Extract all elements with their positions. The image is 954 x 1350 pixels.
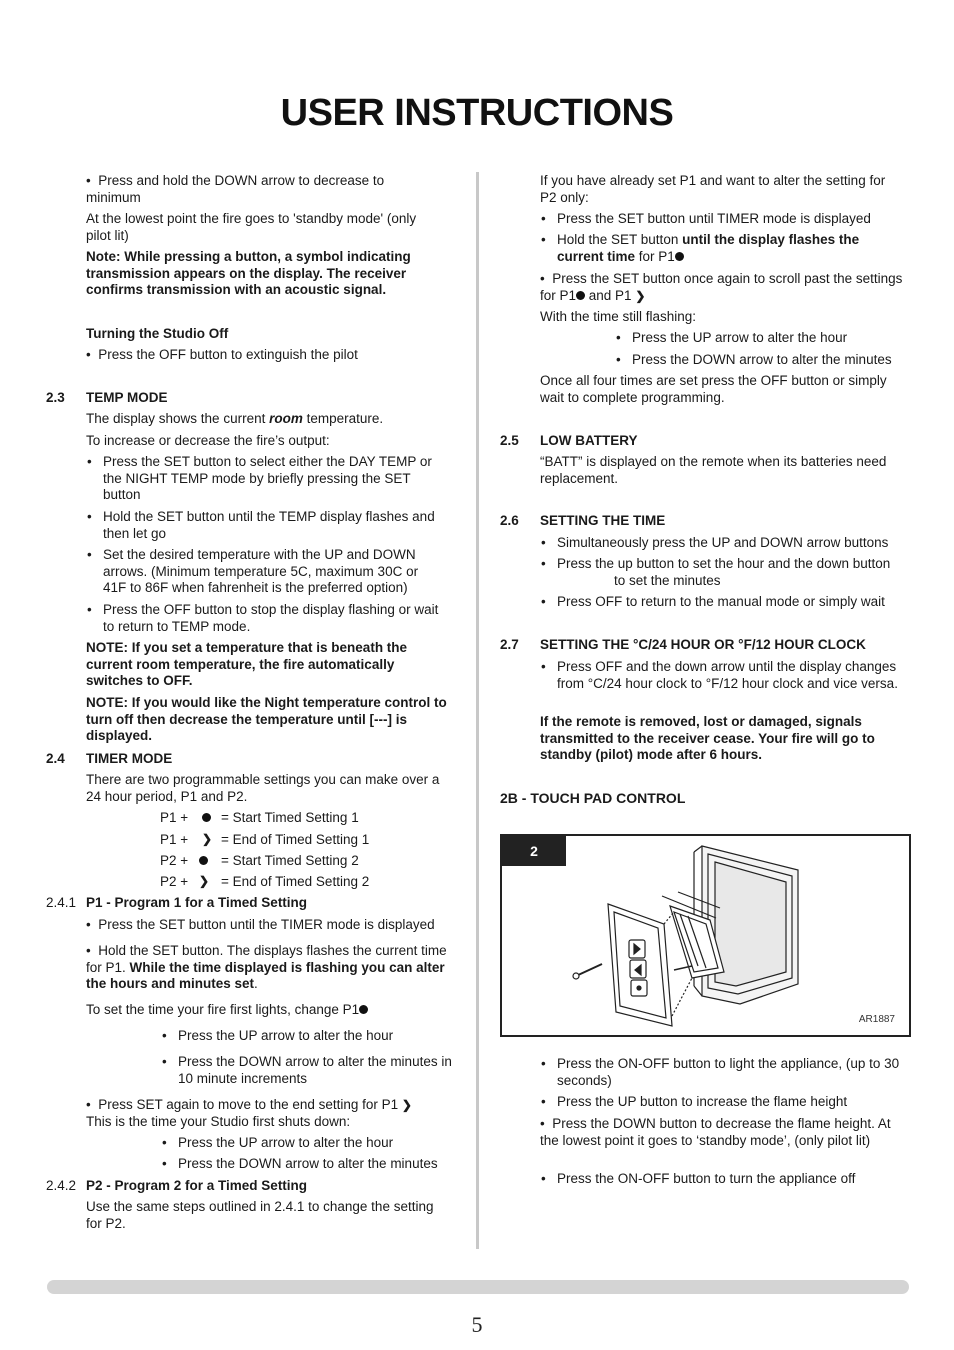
paragraph: With the time still flashing: [540,309,697,324]
touch-pad-illustration [502,836,909,1035]
list-item: • Press SET again to move to the end setting for P1 ❯ This is the time your Studio first shuts down: [86,1097,412,1129]
start-dot-icon [199,853,208,870]
list-item: • Press and hold the DOWN arrow to decrease to minimum [86,173,385,205]
list-item: • Press the ON-OFF button to turn the appliance off [541,1171,856,1186]
setting-desc: = End of Timed Setting 1 [221,832,370,847]
list-item: • Set the desired temperature with the UP and DOWN arrows. (Minimum temperature 5C, maximum 30C or 41F to 86F when fahrenheit is the preferred option) [87,547,419,596]
column-divider [476,172,479,1249]
list-item: • Press the up button to set the hour and the down button to set the minutes [541,556,891,588]
section-heading-clock: SETTING THE °C/24 HOUR OR °F/12 HOUR CLOCK [540,637,866,652]
list-item: • Press the SET button to select either the DAY TEMP or the NIGHT TEMP mode by briefly pressing the SET button [87,454,432,503]
setting-prog: P2 + [160,874,189,889]
page-title: USER INSTRUCTIONS [280,92,674,134]
start-dot-icon [359,1005,368,1014]
list-item: • Press the SET button until TIMER mode is displayed [541,211,871,226]
touch-pad-figure [500,834,911,1037]
section-number: 2.4.1 [46,895,77,910]
list-item: • Press OFF and the down arrow until the display changes from °C/24 hour clock to °F/12 hour clock and vice versa. [541,659,898,691]
paragraph: If you have already set P1 and want to alter the setting for P2 only: [540,173,886,205]
list-item: • Press the SET button once again to scroll past the settings for P1 and P1 ❯ [540,271,903,303]
setting-desc: = Start Timed Setting 1 [221,810,359,825]
start-dot-icon [202,810,211,827]
paragraph: At the lowest point the fire goes to 'standby mode' (only pilot lit) [86,211,417,243]
list-item: • Press the SET button until the TIMER mode is displayed [86,917,435,932]
footer-bar [47,1280,909,1294]
paragraph: The display shows the current room temperature. [86,411,384,426]
list-item: • Hold the SET button until the display flashes the current time for P1 [541,232,860,264]
moon-icon: ❯ [199,874,210,888]
moon-icon: ❯ [401,1098,412,1112]
list-item: • Press the DOWN arrow to alter the minutes [616,352,892,367]
moon-icon: ❯ [202,832,213,846]
list-item: • Press the DOWN arrow to alter the minutes in 10 minute increments [162,1054,452,1086]
start-dot-icon [675,252,684,261]
paragraph: To set the time your fire first lights, change P1 [86,1002,446,1019]
list-item: • Press the UP button to increase the flame height [541,1094,848,1109]
section-number: 2.5 [500,433,519,448]
list-item: • Press the UP arrow to alter the hour [162,1135,394,1150]
subheading-turning-off: Turning the Studio Off [86,326,229,341]
setting-prog: P2 + [160,853,189,868]
list-item: • Press the DOWN button to decrease the flame height. At the lowest point it goes to ‘standby mode’, (only pilot lit) [540,1116,891,1148]
figure-reference: AR1887 [858,1014,895,1025]
paragraph: There are two programmable settings you can make over a 24 hour period, P1 and P2. [86,772,440,804]
section-heading-timer-mode: TIMER MODE [86,751,173,766]
section-number: 2.4.2 [46,1178,77,1193]
list-item: • Press the OFF button to extinguish the pilot [86,347,358,362]
list-item: • Hold the SET button until the TEMP display flashes and then let go [87,509,435,541]
list-item: • Press the ON-OFF button to light the appliance, (up to 30 seconds) [541,1056,900,1088]
section-heading-temp-mode: TEMP MODE [86,390,168,405]
moon-icon: ❯ [635,288,646,303]
setting-prog: P1 + [160,832,189,847]
section-heading-low-battery: LOW BATTERY [540,433,638,448]
list-item: • Press the UP arrow to alter the hour [162,1028,394,1043]
note: Note: While pressing a button, a symbol indicating transmission appears on the display. The receiver confirms transmission with an acoustic signal. [86,249,411,298]
section-number: 2.3 [46,390,65,405]
paragraph: Once all four times are set press the OFF button or simply wait to complete programming. [540,373,887,405]
section-number: 2.6 [500,513,519,528]
setting-desc: = Start Timed Setting 2 [221,853,359,868]
section-number: 2.7 [500,637,519,652]
list-item: • Press the DOWN arrow to alter the minutes [162,1156,438,1171]
list-item: • Press the UP arrow to alter the hour [616,330,848,345]
setting-desc: = End of Timed Setting 2 [221,874,370,889]
section-heading-touch-pad: 2B - TOUCH PAD CONTROL [500,790,686,806]
page-number: 5 [471,1312,483,1337]
figure-number: 2 [502,836,566,866]
list-item: • Press OFF to return to the manual mode or simply wait [541,594,885,609]
section-number: 2.4 [46,751,65,766]
paragraph: To increase or decrease the fire’s output: [86,433,330,448]
section-heading-setting-time: SETTING THE TIME [540,513,666,528]
paragraph: “BATT” is displayed on the remote when its batteries need replacement. [540,454,887,486]
list-item: • Simultaneously press the UP and DOWN arrow buttons [541,535,889,550]
paragraph: Use the same steps outlined in 2.4.1 to change the setting for P2. [86,1199,434,1231]
section-heading-p2: P2 - Program 2 for a Timed Setting [86,1178,308,1193]
section-heading-p1: P1 - Program 1 for a Timed Setting [86,895,308,910]
note: If the remote is removed, lost or damaged, signals transmitted to the receiver cease. Your fire will go to standby (pilot) mode after 6 hours. [540,714,875,763]
note: NOTE: If you would like the Night temperature control to turn off then decrease the temperature until [---] is displayed. [86,695,447,744]
list-item: • Hold the SET button. The displays flashes the current time for P1. While the time displayed is flashing you can alter the hours and minutes set. [86,943,447,992]
setting-prog: P1 + [160,810,189,825]
note: NOTE: If you set a temperature that is beneath the current room temperature, the fire automatically switches to OFF. [86,640,408,689]
list-item: • Press the OFF button to stop the display flashing or wait to return to TEMP mode. [87,602,439,634]
start-dot-icon [576,291,585,300]
